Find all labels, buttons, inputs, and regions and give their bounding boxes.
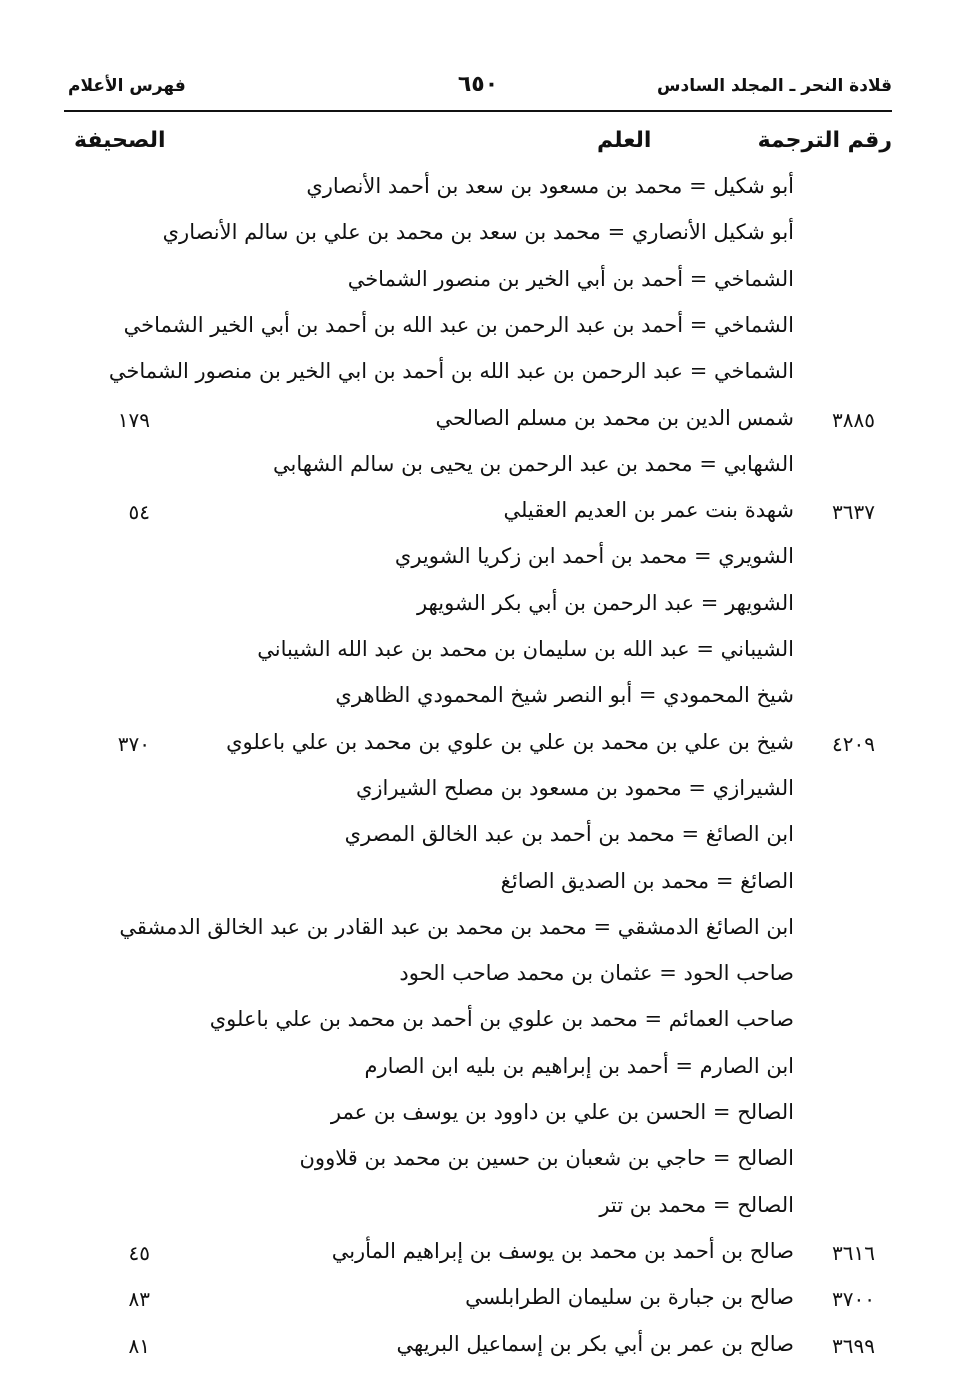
index-entry-row <box>0 1003 956 1049</box>
entry-name: أبو شكيل الأنصاري = محمد بن سعد بن محمد بن علي بن سالم الأنصاري <box>162 220 794 245</box>
entry-name: شهدة بنت عمر بن العديم العقيلي <box>503 498 794 523</box>
column-header-number: رقم الترجمة <box>757 128 892 153</box>
entry-name: شيخ بن علي بن محمد بن علي بن علوي بن محمد بن علي باعلوي <box>226 729 794 754</box>
entry-name: الشهابي = محمد بن عبد الرحمن بن يحيى بن سالم الشهابي <box>272 451 794 476</box>
entry-name: صالح بن أحمد بن محمد بن يوسف بن إبراهيم المأربي <box>331 1238 794 1263</box>
entry-number: ٣٦٩٩ <box>832 1333 875 1358</box>
entry-name: صاحب العمائم = محمد بن علوي بن أحمد بن محمد بن علي باعلوي <box>209 1007 794 1032</box>
entry-name: الشيباني = عبد الله بن سليمان بن محمد بن عبد الله الشيباني <box>257 637 794 661</box>
entry-number: ٤٢٠٩ <box>832 731 875 756</box>
index-entry-row <box>0 448 956 494</box>
entry-page: ٥٤ <box>128 500 150 525</box>
index-entry-row <box>0 309 956 355</box>
entry-page: ٤٥ <box>128 1240 150 1265</box>
index-entry-row <box>0 587 956 633</box>
index-entry-row <box>0 355 956 401</box>
entry-page: ٨١ <box>128 1333 150 1358</box>
entry-name: أبو شكيل = محمد بن مسعود بن سعد بن أحمد الأنصاري <box>306 174 794 198</box>
entry-name: ابن الصائغ = محمد بن أحمد بن عبد الخالق المصري <box>344 822 794 847</box>
entry-number: ٣٦١٦ <box>832 1240 875 1265</box>
entry-name: صالح بن عمر بن أبي بكر بن إسماعيل البريهي <box>396 1331 794 1356</box>
entry-number: ٣٦٣٧ <box>832 500 875 525</box>
index-entry-row <box>0 1189 956 1235</box>
index-entry-row <box>0 818 956 864</box>
index-entry-row <box>0 957 956 1003</box>
index-entry-row <box>0 726 956 772</box>
entry-name: الصائغ = محمد بن الصديق الصائغ <box>500 868 794 893</box>
entry-name: شيخ المحمودي = أبو النصر شيخ المحمودي الظاهري <box>335 683 794 708</box>
entry-name: صالح بن جبارة بن سليمان الطرابلسي <box>465 1285 794 1310</box>
entry-name: ابن الصائغ الدمشقي = محمد بن محمد بن عبد القادر بن عبد الخالق الدمشقي <box>119 914 794 939</box>
entry-name: الشماخي = أحمد بن عبد الرحمن بن عبد الله بن أحمد بن أبي الخير الشماخي <box>123 312 794 337</box>
index-entry-row <box>0 1235 956 1281</box>
entry-name: الصالح = محمد بن تتر <box>599 1192 794 1217</box>
entry-name: الصالح = حاجي بن شعبان بن حسين بن محمد بن قلاوون <box>299 1146 794 1171</box>
index-entry-row <box>0 1328 956 1374</box>
index-entry-row <box>0 1096 956 1142</box>
entry-name: الشماخي = أحمد بن أبي الخير بن منصور الشماخي <box>347 266 794 291</box>
entry-name: صاحب الحود = عثمان بن محمد صاحب الحود <box>399 961 794 986</box>
index-entry-row <box>0 216 956 262</box>
column-header-name: العلم <box>597 128 652 153</box>
index-entry-row <box>0 263 956 309</box>
section-title: فهرس الأعلام <box>68 76 186 96</box>
index-entry-row <box>0 772 956 818</box>
entry-name: شمس الدين بن محمد بن مسلم الصالحي <box>435 405 794 430</box>
index-entry-row <box>0 494 956 540</box>
entry-name: الشماخي = عبد الرحمن بن عبد الله بن أحمد بن ابي الخير بن منصور الشماخي <box>108 359 794 384</box>
page-number: ٦٥٠ <box>457 72 499 97</box>
entry-page: ٨٣ <box>128 1287 150 1312</box>
header-rule <box>64 110 892 112</box>
index-entry-row <box>0 170 956 216</box>
entry-number: ٣٧٠٠ <box>832 1287 875 1312</box>
entry-page: ٣٧٠ <box>117 731 150 756</box>
entry-name: الشيرازي = محمود بن مسعود بن مصلح الشيرازي <box>355 775 794 800</box>
index-entry-row <box>0 1050 956 1096</box>
entry-number: ٣٨٨٥ <box>832 407 875 432</box>
entry-page: ١٧٩ <box>117 407 150 432</box>
book-title: قلادة النحر ـ المجلد السادس <box>657 76 892 96</box>
entry-name: الصالح = الحسن بن علي بن داوود بن يوسف بن عمر <box>330 1100 794 1124</box>
entry-name: ابن الصارم = أحمد بن إبراهيم بن بليه ابن الصارم <box>364 1053 794 1078</box>
index-entry-row <box>0 540 956 586</box>
entry-name: الشويري = محمد بن أحمد ابن زكريا الشويري <box>394 544 794 569</box>
index-entry-row <box>0 865 956 911</box>
index-entry-row <box>0 1281 956 1327</box>
index-entry-row <box>0 911 956 957</box>
index-entry-row <box>0 1142 956 1188</box>
index-entry-row <box>0 402 956 448</box>
entry-name: الشويهر = عبد الرحمن بن أبي بكر الشويهر <box>416 590 794 615</box>
column-header-page: الصحيفة <box>74 128 166 153</box>
index-entry-row <box>0 633 956 679</box>
index-entry-row <box>0 679 956 725</box>
